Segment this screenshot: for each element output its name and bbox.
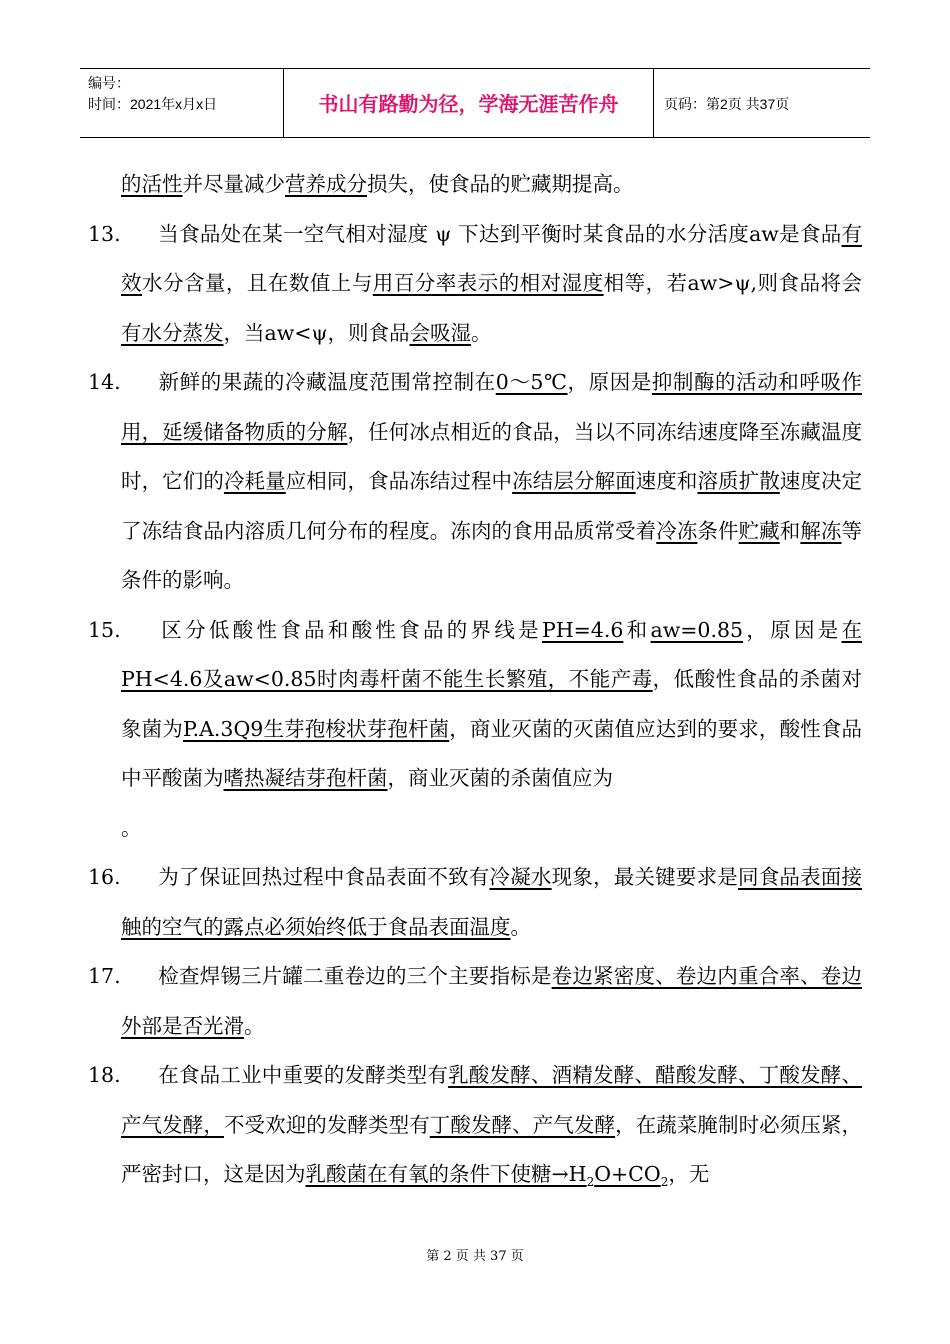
page-header	[80, 68, 870, 138]
answer-blank: 嗜热凝结芽孢杆菌	[223, 766, 388, 790]
text: 和	[623, 617, 651, 642]
answer-blank: 营养成分	[285, 172, 367, 196]
text: 区分低酸性食品和酸性食品的界线是	[158, 617, 542, 642]
text: 条件	[697, 518, 739, 543]
question-13	[88, 210, 862, 359]
text: 水分含量，且在数值上与	[141, 271, 373, 295]
text: 新鲜的果蔬的冷藏温度范围常控制在	[158, 370, 496, 394]
answer-blank: 贮藏	[738, 518, 780, 543]
answer-blank: 乳酸发酵、酒精发酵、醋酸发酵、丁酸发酵、产气发酵，	[121, 1063, 863, 1137]
text: 和	[779, 518, 801, 543]
subscript: 2	[660, 1175, 669, 1190]
text: ，在蔬菜腌制时必须压紧，严密封口，这是因为	[121, 1112, 863, 1186]
text: 现象，最关键要求是	[551, 865, 738, 889]
question-18	[88, 1051, 862, 1208]
document-number-label: 编号：	[88, 75, 130, 91]
answer-blank: 在PH<4.6及aw<0.85时肉毒杆菌不能生长繁殖，不能产毒	[121, 617, 863, 691]
text: 。	[471, 320, 492, 345]
text: 损失，使食品的贮藏期提高。	[367, 172, 634, 196]
text: 。	[244, 1013, 265, 1038]
text: ，商业灭菌的杀菌值应为	[387, 766, 613, 790]
text: 检查焊锡三片罐二重卷边的三个主要指标是	[158, 964, 552, 988]
text: 应相同，食品冻结过程中	[285, 469, 513, 493]
text: 乳酸菌在有氧的条件下使糖→H	[305, 1162, 587, 1186]
text: 在食品工业中重要的发酵类型有	[158, 1063, 449, 1087]
text: 并尽量减少	[182, 172, 285, 196]
answer-blank: 有效	[121, 221, 862, 295]
answer-blank: 冷凝水	[489, 865, 552, 889]
question-15	[88, 606, 862, 854]
answer-blank: PH=4.6	[541, 617, 624, 642]
text: ，无	[668, 1162, 710, 1186]
text: 速度决定了冻结食品内溶质几何分布的程度。冻肉的食用品质常受着	[121, 469, 863, 543]
subscript: 2	[586, 1175, 595, 1190]
question-number: 18.	[88, 1063, 121, 1087]
answer-blank	[305, 1162, 669, 1190]
question-number: 13.	[88, 221, 121, 246]
answer-blank: 丁酸发酵、产气发酵	[429, 1112, 616, 1137]
answer-blank: P.A.3Q9生芽孢梭状芽孢杆菌	[182, 716, 450, 741]
question-17	[88, 952, 862, 1051]
question-14	[88, 358, 862, 606]
question-number: 16.	[88, 865, 121, 889]
answer-blank: 冷耗量	[223, 469, 286, 493]
header-motto: 书山有路勤为径，学海无涯苦作舟	[318, 94, 619, 116]
text: ，原因是	[743, 617, 842, 642]
header-meta	[88, 73, 278, 115]
answer-blank: 会吸湿	[409, 320, 472, 345]
text: 速度和	[635, 469, 698, 493]
text: 当食品处在某一空气相对湿度 ψ 下达到平衡时某食品的水分活度aw是食品	[158, 221, 842, 246]
page-footer: 第 2 页 共 37 页	[426, 1249, 524, 1264]
header-divider	[653, 69, 654, 137]
text: 相等，若aw>ψ,则食品将会	[603, 271, 862, 295]
answer-blank: 同食品表面接触的空气的露点必须始终低于食品表面温度	[121, 865, 863, 939]
document-date-label: 时间：2021年x月x日	[88, 96, 218, 112]
answer-blank: 溶质扩散	[697, 469, 780, 493]
answer-blank: 冷冻	[656, 518, 698, 543]
document-body	[88, 160, 862, 1208]
question-number: 14.	[88, 370, 121, 394]
question-16	[88, 853, 862, 952]
answer-blank: 的活性	[121, 172, 183, 196]
text: ，商业灭菌的灭菌值应达到的要求，酸性食品中平酸菌为	[121, 716, 863, 790]
answer-blank: 冻结层分解面	[512, 469, 636, 493]
continuation-paragraph	[88, 160, 862, 210]
text: 。	[510, 914, 531, 939]
text: 不受欢迎的发酵类型有	[223, 1112, 430, 1137]
header-page-info: 页码：第2页 共37页	[664, 96, 790, 112]
answer-blank: 有水分蒸发	[121, 320, 224, 345]
text: 等条件的影响。	[121, 518, 863, 592]
text: 。	[121, 815, 142, 840]
answer-blank: 0～5℃	[495, 370, 568, 394]
question-number: 15.	[88, 617, 121, 642]
answer-blank: aw=0.85	[650, 617, 744, 642]
text: ，低酸性食品的杀菌对象菌为	[121, 667, 862, 741]
text: ，原因是	[567, 370, 652, 394]
answer-blank: 解冻	[800, 518, 842, 543]
text: O+CO	[594, 1162, 661, 1186]
text: ，当aw<ψ，则食品	[223, 320, 410, 345]
answer-blank: 用百分率表示的相对湿度	[372, 271, 604, 295]
answer-blank: 抑制酶的活动和呼吸作用，延缓储备物质的分解	[121, 370, 862, 444]
text: 为了保证回热过程中食品表面不致有	[158, 865, 490, 889]
question-number: 17.	[88, 964, 121, 988]
text: ，任何冰点相近的食品，当以不同冻结速度降至冻藏温度时，它们的	[121, 419, 863, 493]
answer-blank: 卷边紧密度、卷边内重合率、卷边外部是否光滑	[121, 964, 863, 1038]
